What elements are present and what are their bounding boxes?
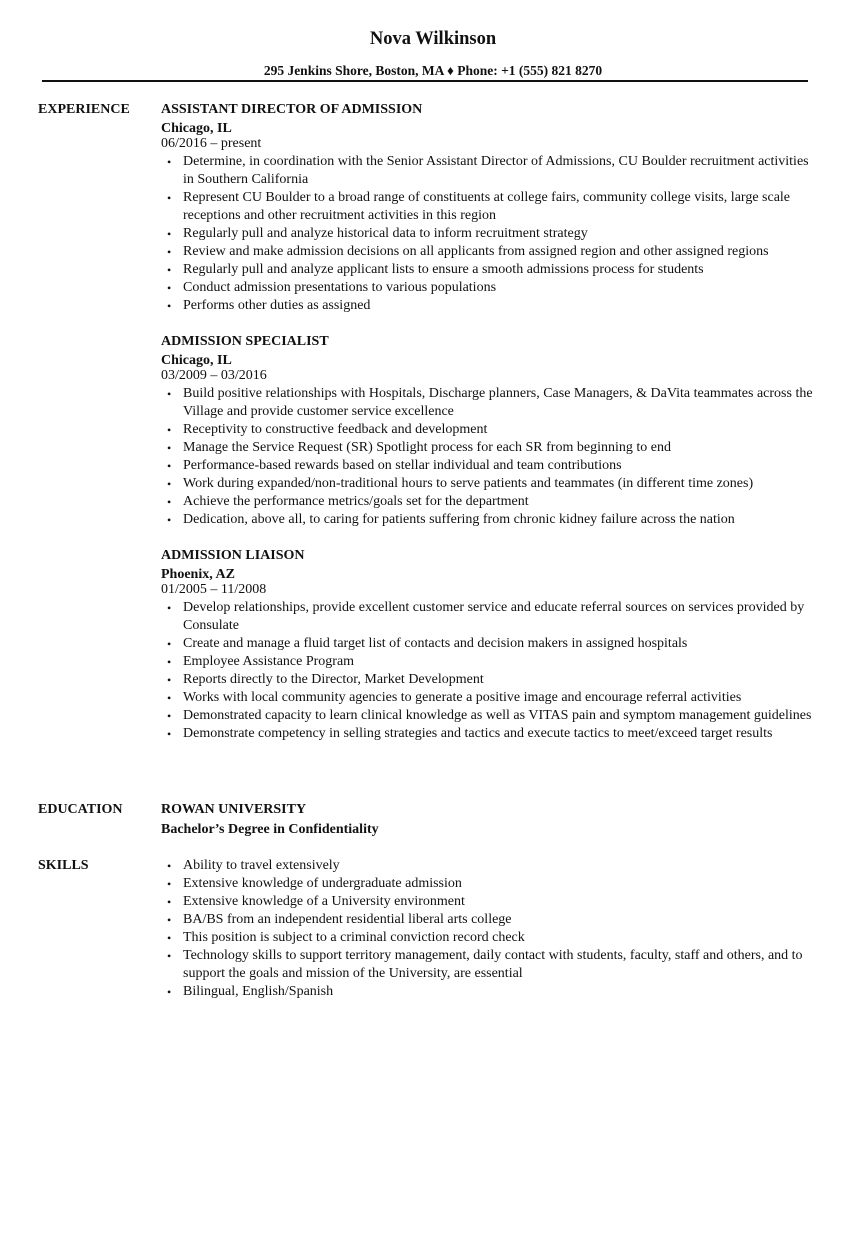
bullet-item: • Determine, in coordination with the Senior Assistant Director of Admissions, CU Boulder recruitment activities in Southern California xyxy=(161,153,821,189)
skill-item: • Technology skills to support territory management, daily contact with students, faculty, staff and others, and to support the goals and mission of the University, are essential xyxy=(161,947,821,983)
job-entry xyxy=(161,547,821,743)
bullet-item: • Manage the Service Request (SR) Spotlight process for each SR from beginning to end xyxy=(161,439,821,457)
job-bullets xyxy=(161,599,821,743)
bullet-item: • Reports directly to the Director, Market Development xyxy=(161,671,821,689)
skill-item: • BA/BS from an independent residential liberal arts college xyxy=(161,911,821,929)
skill-item: • This position is subject to a criminal conviction record check xyxy=(161,929,821,947)
bullet-item: • Create and manage a fluid target list of contacts and decision makers in assigned hospitals xyxy=(161,635,821,653)
bullet-item: • Employee Assistance Program xyxy=(161,653,821,671)
job-location: Chicago, IL xyxy=(161,121,232,136)
skill-item: • Bilingual, English/Spanish xyxy=(161,983,821,1001)
header-divider xyxy=(42,80,808,82)
bullet-item: • Review and make admission decisions on all applicants from assigned region and other assigned regions xyxy=(161,243,821,261)
job-title: ADMISSION SPECIALIST xyxy=(161,334,329,349)
bullet-item: • Achieve the performance metrics/goals set for the department xyxy=(161,493,821,511)
bullet-item: • Regularly pull and analyze applicant lists to ensure a smooth admissions process for students xyxy=(161,261,821,279)
skills-list xyxy=(161,857,821,1001)
skill-item: • Extensive knowledge of undergraduate admission xyxy=(161,875,821,893)
bullet-item: • Build positive relationships with Hospitals, Discharge planners, Case Managers, & DaVita teammates across the Village and provide customer service excellence xyxy=(161,385,821,421)
job-bullets xyxy=(161,153,821,315)
bullet-item: • Conduct admission presentations to various populations xyxy=(161,279,821,297)
job-title: ASSISTANT DIRECTOR OF ADMISSION xyxy=(161,102,423,117)
bullet-item: • Works with local community agencies to generate a positive image and encourage referral activities xyxy=(161,689,821,707)
bullet-item: • Performance-based rewards based on stellar individual and team contributions xyxy=(161,457,821,475)
job-dates: 06/2016 – present xyxy=(161,136,262,151)
job-bullets xyxy=(161,385,821,529)
job-dates: 03/2009 – 03/2016 xyxy=(161,368,267,383)
bullet-item: • Demonstrate competency in selling strategies and tactics and execute tactics to meet/exceed target results xyxy=(161,725,821,743)
experience-list xyxy=(161,101,821,761)
section-label-education: EDUCATION xyxy=(38,802,123,817)
section-label-experience: EXPERIENCE xyxy=(38,102,130,117)
skill-item: • Ability to travel extensively xyxy=(161,857,821,875)
bullet-item: • Represent CU Boulder to a broad range of constituents at college fairs, community college visits, large scale receptions and other recruitment activities in this region xyxy=(161,189,821,225)
bullet-item: • Demonstrated capacity to learn clinical knowledge as well as VITAS pain and symptom management guidelines xyxy=(161,707,821,725)
skill-bullets xyxy=(161,857,821,1001)
job-title: ADMISSION LIAISON xyxy=(161,548,305,563)
bullet-item: • Receptivity to constructive feedback and development xyxy=(161,421,821,439)
bullet-item: • Develop relationships, provide excellent customer service and educate referral sources on services provided by Consulate xyxy=(161,599,821,635)
bullet-item: • Performs other duties as assigned xyxy=(161,297,821,315)
bullet-item: • Work during expanded/non-traditional hours to serve patients and teammates (in different time zones) xyxy=(161,475,821,493)
contact-line: 295 Jenkins Shore, Boston, MA ♦ Phone: +1 (555) 821 8270 xyxy=(263,63,603,78)
job-location: Chicago, IL xyxy=(161,353,232,368)
job-location: Phoenix, AZ xyxy=(161,567,235,582)
job-dates: 01/2005 – 11/2008 xyxy=(161,582,267,597)
bullet-item: • Regularly pull and analyze historical data to inform recruitment strategy xyxy=(161,225,821,243)
skill-item: • Extensive knowledge of a University environment xyxy=(161,893,821,911)
candidate-name: Nova Wilkinson xyxy=(369,29,497,49)
education-entry xyxy=(161,801,821,839)
school-name: ROWAN UNIVERSITY xyxy=(161,802,307,817)
bullet-item: • Dedication, above all, to caring for patients suffering from chronic kidney failure across the nation xyxy=(161,511,821,529)
degree-name: Bachelor’s Degree in Confidentiality xyxy=(161,822,379,837)
section-label-skills: SKILLS xyxy=(38,858,89,873)
job-entry xyxy=(161,101,821,315)
job-entry xyxy=(161,333,821,529)
